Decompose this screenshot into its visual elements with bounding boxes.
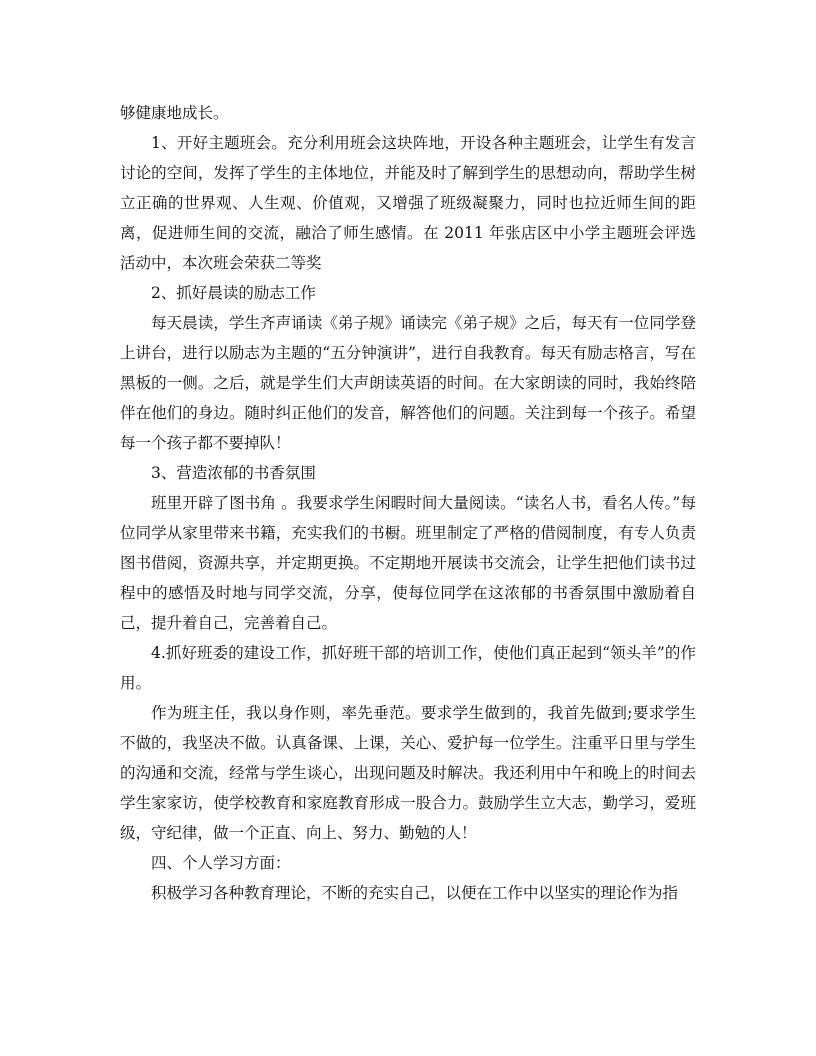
heading-book-atmosphere: 3、营造浓郁的书香氛围 <box>151 464 316 482</box>
paragraph-continuation: 够健康地成长。 <box>120 104 229 122</box>
paragraph-morning-reading: 每天晨读，学生齐声诵读《弟子规》诵读完《弟子规》之后，每天有一位同学登上讲台，进行以励志为主题的“五分钟演讲”，进行自我教育。每天有励志格言，写在黑板的一侧。之后，就是学生们大声朗读英语的时间。在大家朗读的同时，我始终陪伴在他们的身边。随时纠正他们的发音，解答他们的问题。关注到每一个孩子。希望每一个孩子都不要掉队！ <box>120 314 696 452</box>
paragraph-personal-study: 积极学习各种教育理论，不断的充实自己，以便在工作中以坚实的理论作为指 <box>151 884 679 902</box>
heading-personal-study: 四、个人学习方面： <box>151 854 291 872</box>
paragraph-class-committee: 4.抓好班委的建设工作，抓好班干部的培训工作，使他们真正起到“领头羊”的作用。 <box>120 644 696 692</box>
heading-morning-reading: 2、抓好晨读的励志工作 <box>151 284 316 302</box>
paragraph-head-teacher: 作为班主任，我以身作则，率先垂范。要求学生做到的，我首先做到;要求学生不做的，我坚决不做。认真备课、上课，关心、爱护每一位学生。注重平日里与学生的沟通和交流，经常与学生谈心，出现问题及时解决。我还利用中午和晚上的时间去学生家家访，使学校教育和家庭教育形成一股合力。鼓励学生立大志，勤学习，爱班级，守纪律，做一个正直、向上、努力、勤勉的人！ <box>120 704 696 842</box>
paragraph-book-corner: 班里开辟了图书角 。我要求学生闲暇时间大量阅读。“读名人书，看名人传。”每位同学从家里带来书籍，充实我们的书橱。班里制定了严格的借阅制度，有专人负责图书借阅，资源共享，并定期更换。不定期地开展读书交流会，让学生把他们读书过程中的感悟及时地与同学交流，分享，使每位同学在这浓郁的书香氛围中激励着自己，提升着自己，完善着自己。 <box>120 494 696 632</box>
document-page <box>120 98 696 908</box>
paragraph-class-meeting: 1、开好主题班会。充分利用班会这块阵地，开设各种主题班会，让学生有发言讨论的空间，发挥了学生的主体地位，并能及时了解到学生的思想动向，帮助学生树立正确的世界观、人生观、价值观，又增强了班级凝聚力，同时也拉近师生间的距离，促进师生间的交流，融洽了师生感情。在 2011 年张店区中小学主题班会评选活动中，本次班会荣获二等奖 <box>120 134 696 272</box>
